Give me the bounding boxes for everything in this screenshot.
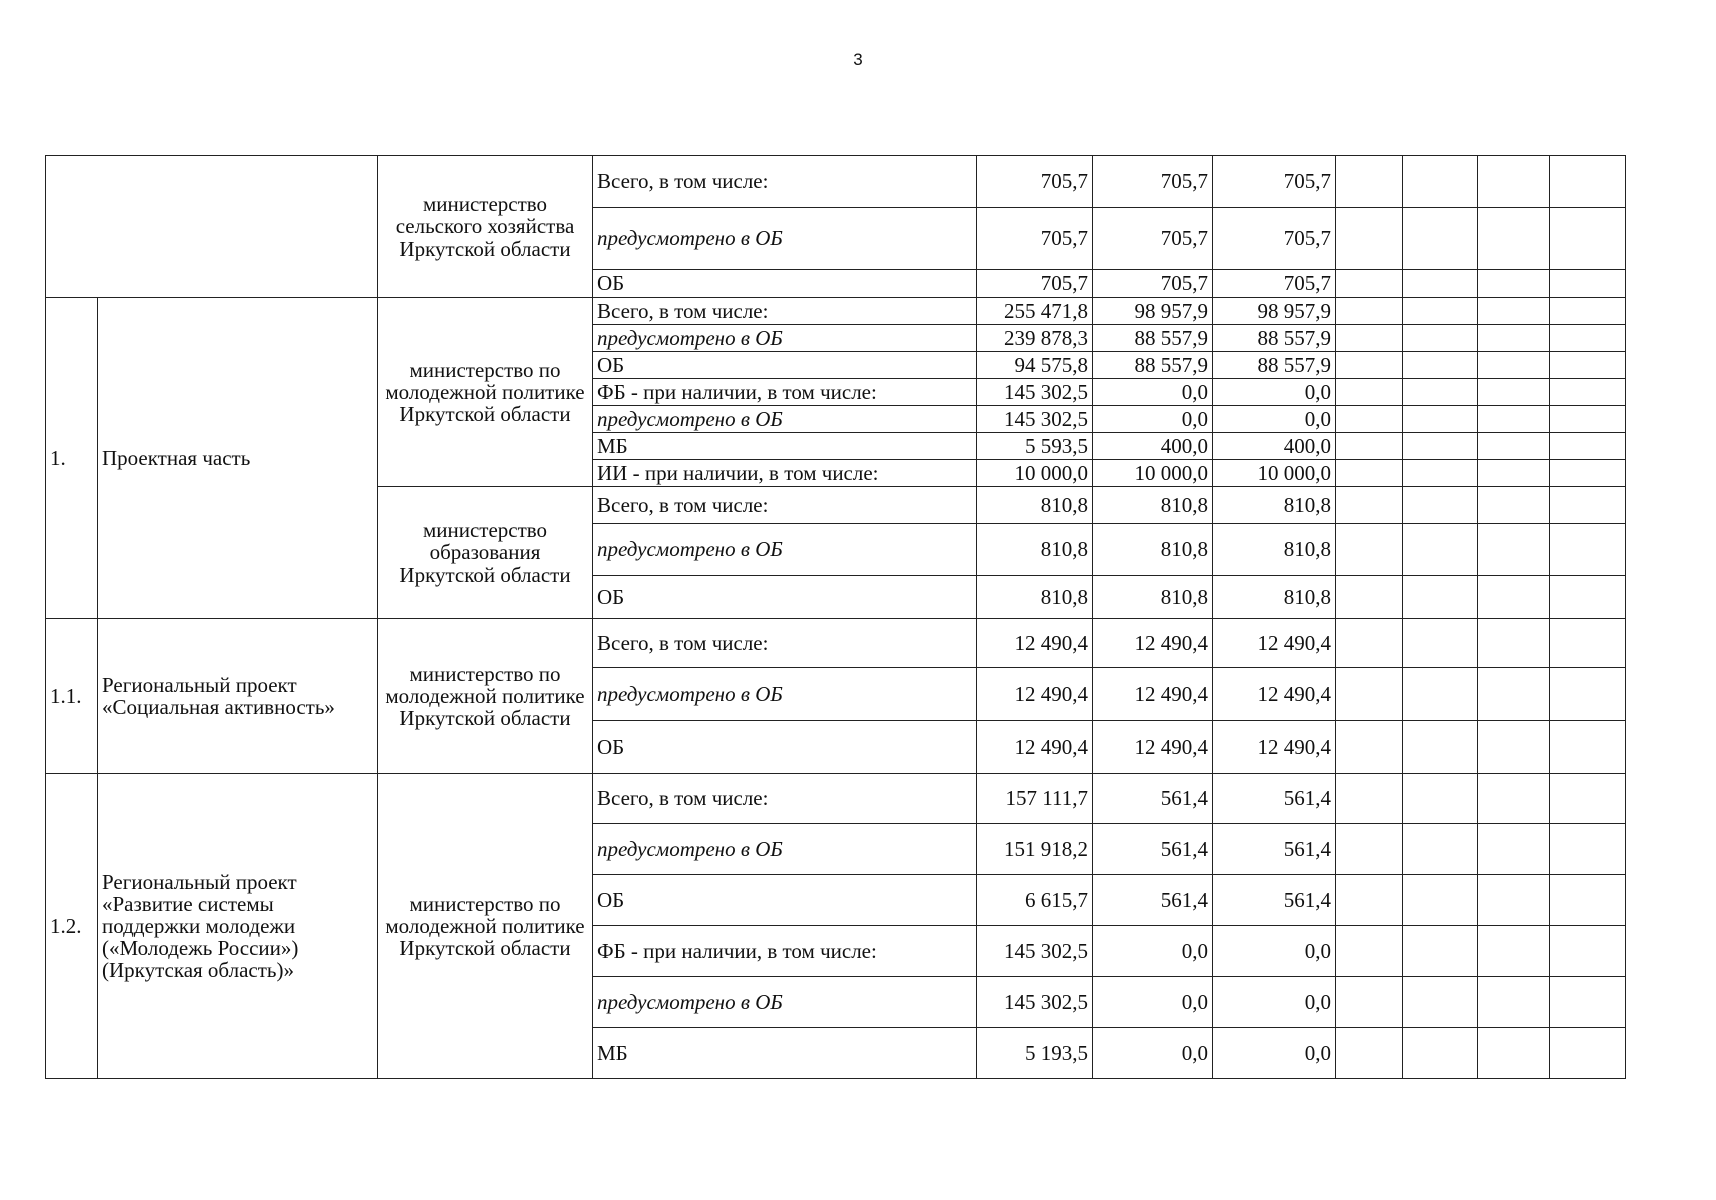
empty-cell [1403, 1028, 1478, 1079]
empty-cell [1550, 487, 1626, 524]
empty-cell [1478, 379, 1550, 406]
empty-cell [1336, 352, 1403, 379]
empty-cell [1550, 524, 1626, 576]
empty-cell [1478, 721, 1550, 774]
amount-cell-3: 0,0 [1213, 1028, 1336, 1079]
amount-cell-1: 145 302,5 [977, 406, 1093, 433]
empty-cell [1336, 1028, 1403, 1079]
amount-cell-1: 10 000,0 [977, 460, 1093, 487]
empty-cell [1403, 824, 1478, 875]
empty-cell [1478, 156, 1550, 208]
funding-source: Всего, в том числе: [593, 619, 977, 668]
empty-cell [1478, 406, 1550, 433]
empty-cell [1403, 926, 1478, 977]
amount-cell-1: 705,7 [977, 208, 1093, 270]
empty-cell [1478, 270, 1550, 298]
empty-cell [1336, 576, 1403, 619]
table-row [46, 619, 1626, 668]
funding-source: предусмотрено в ОБ [593, 325, 977, 352]
empty-cell [1336, 433, 1403, 460]
amount-cell-2: 12 490,4 [1093, 619, 1213, 668]
amount-cell-1: 810,8 [977, 524, 1093, 576]
funding-source: ОБ [593, 576, 977, 619]
empty-cell [1403, 619, 1478, 668]
empty-cell [1336, 619, 1403, 668]
amount-cell-3: 561,4 [1213, 824, 1336, 875]
amount-cell-2: 0,0 [1093, 926, 1213, 977]
amount-cell-2: 0,0 [1093, 977, 1213, 1028]
amount-cell-3: 88 557,9 [1213, 325, 1336, 352]
empty-cell [1403, 298, 1478, 325]
empty-cell [1478, 576, 1550, 619]
section-empty-cell [46, 156, 378, 298]
funding-source: ОБ [593, 352, 977, 379]
amount-cell-2: 705,7 [1093, 208, 1213, 270]
empty-cell [1550, 460, 1626, 487]
funding-source: МБ [593, 1028, 977, 1079]
empty-cell [1478, 926, 1550, 977]
amount-cell-2: 561,4 [1093, 875, 1213, 926]
empty-cell [1336, 668, 1403, 721]
empty-cell [1403, 352, 1478, 379]
amount-cell-1: 5 593,5 [977, 433, 1093, 460]
amount-cell-3: 10 000,0 [1213, 460, 1336, 487]
table-row [46, 774, 1626, 824]
empty-cell [1478, 875, 1550, 926]
table-row [46, 298, 1626, 325]
empty-cell [1478, 1028, 1550, 1079]
amount-cell-2: 810,8 [1093, 524, 1213, 576]
empty-cell [1478, 774, 1550, 824]
funding-source: предусмотрено в ОБ [593, 524, 977, 576]
empty-cell [1336, 721, 1403, 774]
empty-cell [1550, 668, 1626, 721]
empty-cell [1336, 208, 1403, 270]
amount-cell-3: 12 490,4 [1213, 668, 1336, 721]
amount-cell-1: 12 490,4 [977, 619, 1093, 668]
empty-cell [1403, 721, 1478, 774]
amount-cell-1: 705,7 [977, 156, 1093, 208]
amount-cell-2: 810,8 [1093, 487, 1213, 524]
amount-cell-2: 12 490,4 [1093, 668, 1213, 721]
empty-cell [1478, 524, 1550, 576]
amount-cell-2: 0,0 [1093, 1028, 1213, 1079]
table-row [46, 156, 1626, 208]
amount-cell-2: 88 557,9 [1093, 352, 1213, 379]
funding-source: Всего, в том числе: [593, 774, 977, 824]
empty-cell [1403, 668, 1478, 721]
amount-cell-2: 810,8 [1093, 576, 1213, 619]
empty-cell [1478, 977, 1550, 1028]
empty-cell [1336, 298, 1403, 325]
empty-cell [1550, 875, 1626, 926]
empty-cell [1550, 619, 1626, 668]
empty-cell [1403, 406, 1478, 433]
amount-cell-3: 0,0 [1213, 406, 1336, 433]
amount-cell-3: 810,8 [1213, 576, 1336, 619]
amount-cell-2: 10 000,0 [1093, 460, 1213, 487]
empty-cell [1403, 487, 1478, 524]
funding-source: предусмотрено в ОБ [593, 406, 977, 433]
funding-source: Всего, в том числе: [593, 487, 977, 524]
amount-cell-2: 561,4 [1093, 774, 1213, 824]
amount-cell-1: 810,8 [977, 487, 1093, 524]
empty-cell [1403, 460, 1478, 487]
responsible-organization: министерство сельского хозяйства Иркутской области [378, 156, 593, 298]
amount-cell-1: 5 193,5 [977, 1028, 1093, 1079]
amount-cell-3: 705,7 [1213, 270, 1336, 298]
amount-cell-3: 810,8 [1213, 487, 1336, 524]
section-number: 1. [46, 298, 98, 619]
amount-cell-3: 0,0 [1213, 977, 1336, 1028]
empty-cell [1550, 1028, 1626, 1079]
empty-cell [1403, 524, 1478, 576]
funding-source: МБ [593, 433, 977, 460]
empty-cell [1550, 208, 1626, 270]
empty-cell [1403, 270, 1478, 298]
responsible-organization: министерство по молодежной политике Иркутской области [378, 298, 593, 487]
empty-cell [1478, 352, 1550, 379]
empty-cell [1403, 977, 1478, 1028]
amount-cell-1: 255 471,8 [977, 298, 1093, 325]
amount-cell-3: 0,0 [1213, 926, 1336, 977]
amount-cell-2: 705,7 [1093, 156, 1213, 208]
empty-cell [1550, 721, 1626, 774]
empty-cell [1478, 298, 1550, 325]
empty-cell [1550, 270, 1626, 298]
section-name: Региональный проект «Социальная активность» [98, 619, 378, 774]
funding-source: ОБ [593, 875, 977, 926]
amount-cell-1: 810,8 [977, 576, 1093, 619]
amount-cell-1: 157 111,7 [977, 774, 1093, 824]
empty-cell [1336, 875, 1403, 926]
empty-cell [1336, 156, 1403, 208]
funding-source: ОБ [593, 721, 977, 774]
amount-cell-2: 705,7 [1093, 270, 1213, 298]
amount-cell-3: 12 490,4 [1213, 721, 1336, 774]
empty-cell [1550, 926, 1626, 977]
funding-source: Всего, в том числе: [593, 156, 977, 208]
funding-source: ОБ [593, 270, 977, 298]
amount-cell-2: 0,0 [1093, 406, 1213, 433]
amount-cell-2: 561,4 [1093, 824, 1213, 875]
amount-cell-1: 6 615,7 [977, 875, 1093, 926]
amount-cell-2: 0,0 [1093, 379, 1213, 406]
funding-source: ФБ - при наличии, в том числе: [593, 379, 977, 406]
amount-cell-1: 145 302,5 [977, 926, 1093, 977]
amount-cell-3: 561,4 [1213, 774, 1336, 824]
amount-cell-1: 94 575,8 [977, 352, 1093, 379]
empty-cell [1478, 208, 1550, 270]
empty-cell [1550, 379, 1626, 406]
empty-cell [1403, 774, 1478, 824]
amount-cell-1: 145 302,5 [977, 977, 1093, 1028]
empty-cell [1336, 926, 1403, 977]
amount-cell-3: 561,4 [1213, 875, 1336, 926]
empty-cell [1550, 406, 1626, 433]
empty-cell [1550, 824, 1626, 875]
empty-cell [1403, 875, 1478, 926]
funding-source: предусмотрено в ОБ [593, 824, 977, 875]
amount-cell-2: 98 957,9 [1093, 298, 1213, 325]
empty-cell [1478, 619, 1550, 668]
budget-table [45, 155, 1626, 1079]
empty-cell [1478, 668, 1550, 721]
empty-cell [1550, 576, 1626, 619]
funding-source: предусмотрено в ОБ [593, 668, 977, 721]
amount-cell-3: 705,7 [1213, 208, 1336, 270]
amount-cell-3: 400,0 [1213, 433, 1336, 460]
empty-cell [1478, 460, 1550, 487]
empty-cell [1403, 433, 1478, 460]
funding-source: Всего, в том числе: [593, 298, 977, 325]
empty-cell [1403, 156, 1478, 208]
amount-cell-1: 239 878,3 [977, 325, 1093, 352]
amount-cell-3: 705,7 [1213, 156, 1336, 208]
empty-cell [1403, 379, 1478, 406]
empty-cell [1336, 774, 1403, 824]
empty-cell [1336, 379, 1403, 406]
amount-cell-1: 12 490,4 [977, 721, 1093, 774]
funding-source: предусмотрено в ОБ [593, 208, 977, 270]
amount-cell-3: 810,8 [1213, 524, 1336, 576]
funding-source: ИИ - при наличии, в том числе: [593, 460, 977, 487]
empty-cell [1478, 824, 1550, 875]
empty-cell [1550, 433, 1626, 460]
empty-cell [1336, 824, 1403, 875]
responsible-organization: министерство образования Иркутской области [378, 487, 593, 619]
empty-cell [1550, 325, 1626, 352]
amount-cell-2: 12 490,4 [1093, 721, 1213, 774]
empty-cell [1550, 156, 1626, 208]
empty-cell [1550, 774, 1626, 824]
empty-cell [1478, 487, 1550, 524]
empty-cell [1336, 524, 1403, 576]
empty-cell [1336, 325, 1403, 352]
amount-cell-3: 0,0 [1213, 379, 1336, 406]
amount-cell-3: 98 957,9 [1213, 298, 1336, 325]
empty-cell [1403, 576, 1478, 619]
funding-source: предусмотрено в ОБ [593, 977, 977, 1028]
section-name: Региональный проект «Развитие системы поддержки молодежи («Молодежь России») (Иркутская область)» [98, 774, 378, 1079]
section-name: Проектная часть [98, 298, 378, 619]
empty-cell [1550, 352, 1626, 379]
empty-cell [1336, 406, 1403, 433]
empty-cell [1478, 325, 1550, 352]
empty-cell [1403, 208, 1478, 270]
responsible-organization: министерство по молодежной политике Иркутской области [378, 774, 593, 1079]
amount-cell-2: 400,0 [1093, 433, 1213, 460]
page-number: 3 [853, 50, 863, 69]
amount-cell-1: 705,7 [977, 270, 1093, 298]
amount-cell-3: 88 557,9 [1213, 352, 1336, 379]
empty-cell [1336, 270, 1403, 298]
empty-cell [1336, 487, 1403, 524]
section-number: 1.2. [46, 774, 98, 1079]
funding-source: ФБ - при наличии, в том числе: [593, 926, 977, 977]
section-number: 1.1. [46, 619, 98, 774]
empty-cell [1403, 325, 1478, 352]
amount-cell-1: 12 490,4 [977, 668, 1093, 721]
amount-cell-2: 88 557,9 [1093, 325, 1213, 352]
amount-cell-3: 12 490,4 [1213, 619, 1336, 668]
empty-cell [1336, 977, 1403, 1028]
empty-cell [1336, 460, 1403, 487]
empty-cell [1478, 433, 1550, 460]
amount-cell-1: 145 302,5 [977, 379, 1093, 406]
empty-cell [1550, 298, 1626, 325]
amount-cell-1: 151 918,2 [977, 824, 1093, 875]
responsible-organization: министерство по молодежной политике Иркутской области [378, 619, 593, 774]
empty-cell [1550, 977, 1626, 1028]
